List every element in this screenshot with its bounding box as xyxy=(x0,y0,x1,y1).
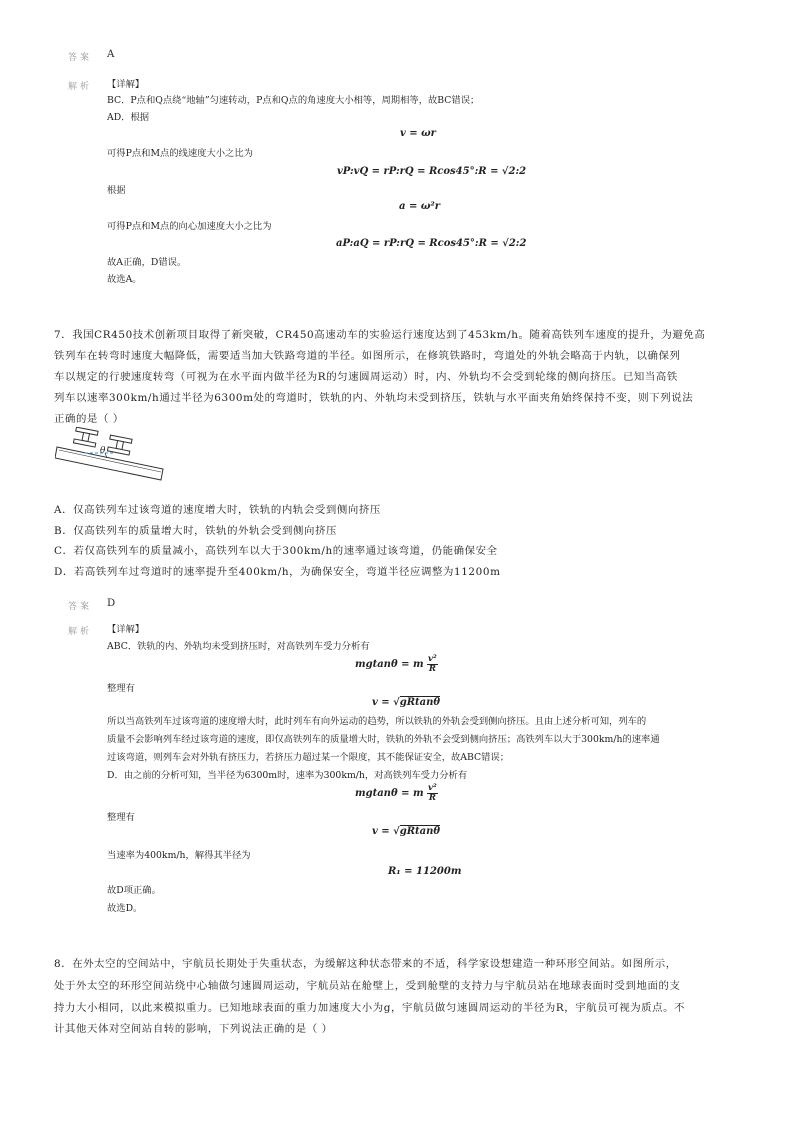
explanation-line: AD．根据 xyxy=(107,112,150,123)
answer-label: 答案 xyxy=(68,53,93,63)
explanation-line: 故选D。 xyxy=(107,903,143,914)
explanation-line: 质量不会影响列车经过该弯道的速度，即仅高铁列车的质量增大时，铁轨的外轨不会受到侧向挤压；高铁列车以大于300km/h的速率通 xyxy=(107,734,660,745)
explanation-line: ABC．铁轨的内、外轨均未受到挤压时，对高铁列车受力分析有 xyxy=(107,641,370,652)
explanation-line: 过该弯道，则列车会对外轨有挤压力，若挤压力超过某一个限度，其不能保证安全，故ABC错误； xyxy=(107,752,510,763)
explanation-line: 可得P点和M点的线速度大小之比为 xyxy=(107,148,253,159)
formula-v: v = ωr xyxy=(400,128,436,139)
rail-incline-figure xyxy=(55,427,165,485)
explanation-line: 故A正确，D错误。 xyxy=(107,257,187,268)
formula-force: mgtanθ = m $\frac{\text{v²}}{R}$ xyxy=(355,783,437,803)
explanation-line: 所以当高铁列车过该弯道的速度增大时，此时列车有向外运动的趋势，所以铁轨的外轨会受到侧向挤压。且由上述分析可知，列车的 xyxy=(107,716,647,727)
question-7-line: 铁列车在转弯时速度大幅降低，需要适当加大铁路弯道的半径。如图所示，在修筑铁路时，弯道处的外轨会略高于内轨，以确保列 xyxy=(54,350,681,362)
explanation-line: 整理有 xyxy=(107,683,135,694)
question-8-line: 持力大小相同，以此来模拟重力。已知地球表面的重力加速度大小为g，宇航员做匀速圆周运动的半径为R，宇航员可视为质点。不 xyxy=(54,1002,686,1014)
question-8-line: 8．在外太空的空间站中，宇航员长期处于失重状态，为缓解这种状态带来的不适，科学家设想建造一种环形空间站。如图所示， xyxy=(54,958,677,970)
option-d: D．若高铁列车过弯道时的速率提升至400km/h，为确保安全，弯道半径应调整为11200m xyxy=(54,566,501,578)
formula-v-root: v = √gRtanθ xyxy=(372,826,441,837)
question-8-line: 计其他天体对空间站自转的影响，下列说法正确的是（ ） xyxy=(54,1023,333,1035)
explanation-line: 根据 xyxy=(107,185,126,196)
question-7-line: 7．我国CR450技术创新项目取得了新突破，CR450高速动车的实验运行速度达到了453km/h。随着高铁列车速度的提升，为避免高 xyxy=(54,329,706,341)
detail-tag: 【详解】 xyxy=(107,624,145,635)
formula-ratio-a: aP:aQ = rP:rQ = Rcos45°:R = √2:2 xyxy=(336,238,527,249)
explanation-line: 整理有 xyxy=(107,812,135,823)
formula-r1: R₁ = 11200m xyxy=(388,866,462,877)
option-c: C．若仅高铁列车的质量减小，高铁列车以大于300km/h的速率通过该弯道，仍能确保安全 xyxy=(54,545,498,557)
question-7-line: 正确的是（ ） xyxy=(54,413,124,425)
detail-tag: 【详解】 xyxy=(107,79,145,90)
option-a: A．仅高铁列车过该弯道的速度增大时，铁轨的内轨会受到侧向挤压 xyxy=(54,504,381,516)
explanation-line: 故选A。 xyxy=(107,274,142,285)
option-b: B．仅高铁列车的质量增大时，铁轨的外轨会受到侧向挤压 xyxy=(54,525,337,537)
question-8-line: 处于外太空的环形空间站绕中心轴做匀速圆周运动，宇航员站在舱壁上，受到舱壁的支持力与宇航员站在地球表面时受到地面的支 xyxy=(54,980,681,992)
explanation-line: BC．P点和Q点绕“地轴”匀速转动，P点和Q点的角速度大小相等，周期相等，故BC错误； xyxy=(107,95,480,106)
explanation-line: D．由之前的分析可知，当半径为6300m时，速率为300km/h，对高铁列车受力分析有 xyxy=(107,770,468,781)
question-7-line: 车以规定的行驶速度转弯（可视为在水平面内做半径为R的匀速圆周运动）时，内、外轨均不会受到轮缘的侧向挤压。已知当高铁 xyxy=(54,371,678,383)
answer-label: 答案 xyxy=(68,602,93,612)
formula-v-root: v = √gRtanθ xyxy=(372,697,441,708)
theta-label: θ xyxy=(100,446,106,456)
formula-force: mgtanθ = m $\frac{\text{v²}}{R}$ xyxy=(355,654,437,674)
answer-value: D xyxy=(107,598,116,609)
explanation-line: 可得P点和M点的向心加速度大小之比为 xyxy=(107,221,272,232)
formula-ratio-v: vP:vQ = rP:rQ = Rcos45°:R = √2:2 xyxy=(337,166,527,177)
question-7-line: 列车以速率300km/h通过半径为6300m处的弯道时，铁轨的内、外轨均未受到挤压，铁轨与水平面夹角始终保持不变，则下列说法 xyxy=(54,392,694,404)
formula-a: a = ω²r xyxy=(399,201,440,212)
analysis-label: 解析 xyxy=(68,627,93,637)
answer-value: A xyxy=(107,49,115,60)
explanation-line: 故D项正确。 xyxy=(107,885,161,896)
explanation-line: 当速率为400km/h，解得其半径为 xyxy=(107,850,251,861)
analysis-label: 解析 xyxy=(68,82,93,92)
